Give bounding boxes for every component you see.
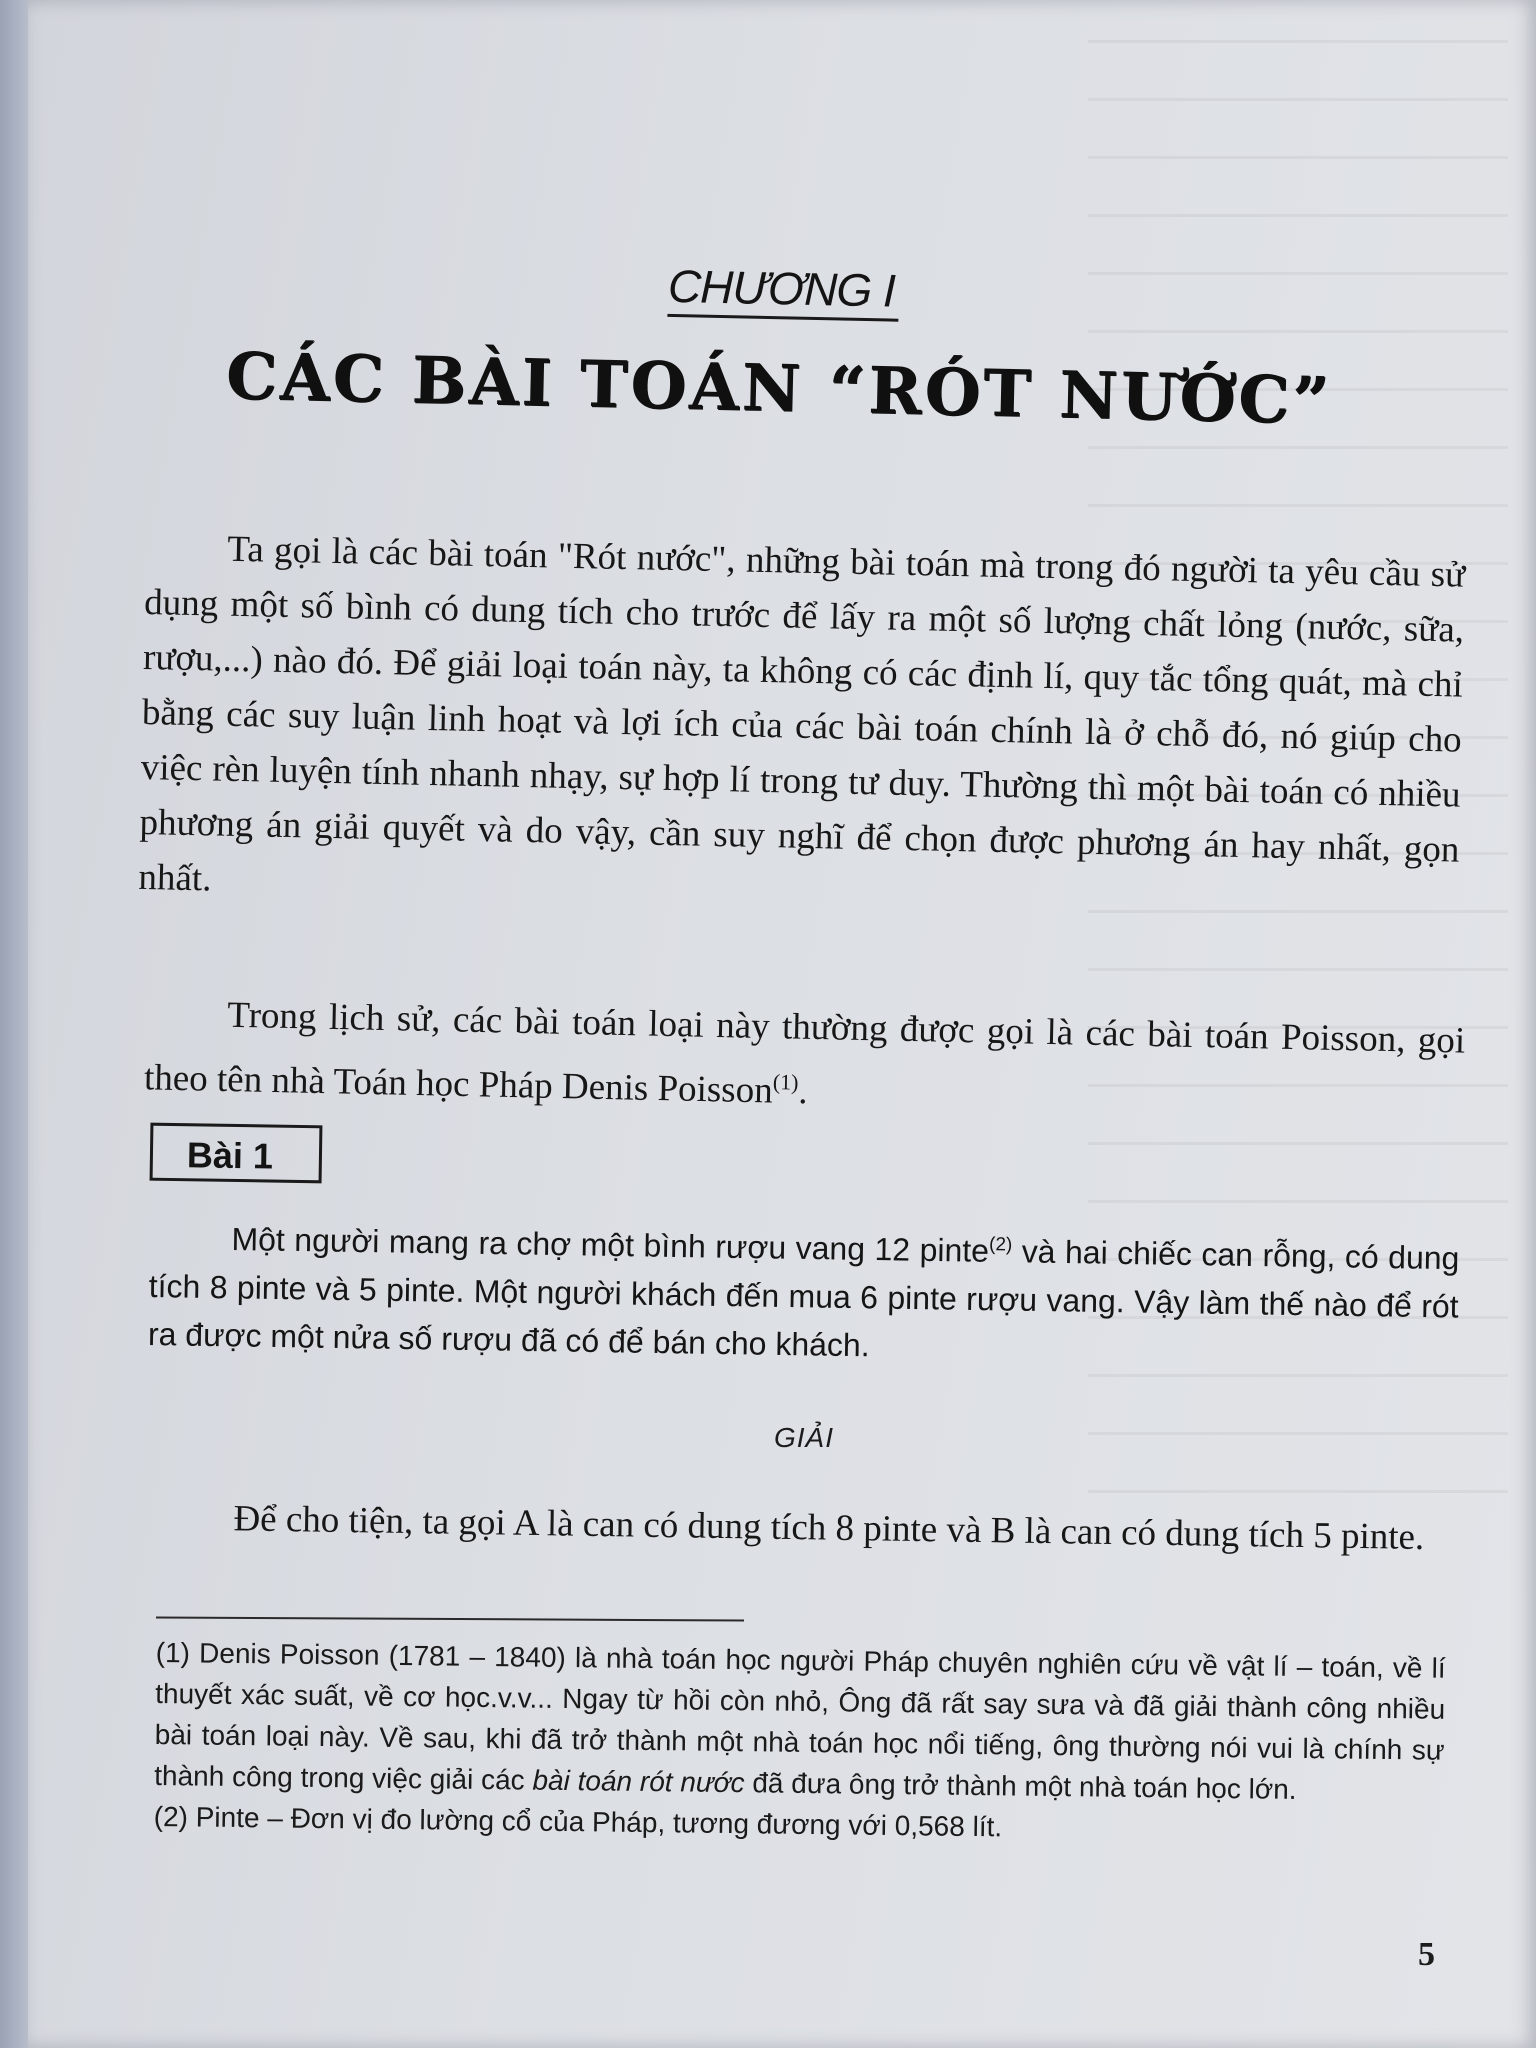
chapter-label-text: CHƯƠNG I xyxy=(667,260,899,322)
footnote-ref-1: (1) xyxy=(772,1069,799,1095)
footnote-1-text: (1) Denis Poisson (1781 – 1840) là nhà toán học người Pháp chuyên nghiên cứu về vật lí – toán, về lí thuyết xác suất, về cơ học.v.v... Ngay từ hồi còn nhỏ, Ông đã rất say sưa và đã giải thành công nhiều bài toán loại này. Về sau, khi đã trở thành một nhà toán học nổi tiếng, ông thường nói vui là chính sự thành công trong việc giải các xyxy=(154,1636,1446,1796)
footnote-ref-2: (2) xyxy=(988,1234,1013,1256)
page-number: 5 xyxy=(1418,1936,1435,1973)
book-page xyxy=(28,0,1536,2048)
problem-statement xyxy=(148,1208,1460,1378)
problem-text-1: Một người mang ra chợ một bình rượu vang 12 pinte xyxy=(231,1220,990,1269)
problem-label-box xyxy=(150,1123,323,1184)
footnote-1-end: đã đưa ông trở thành một nhà toán học lớn. xyxy=(744,1767,1297,1805)
book-spine-shadow xyxy=(0,0,28,2048)
solution-paragraph: Để cho tiện, ta gọi A là can có dung tích 8 pinte và B là can có dung tích 5 pinte. xyxy=(233,1498,1425,1558)
intro-paragraph-2-text: Trong lịch sử, các bài toán loại này thường được gọi là các bài toán Poisson, gọi theo tên nhà Toán học Pháp Denis Poisson xyxy=(143,994,1466,1112)
footnote-divider xyxy=(156,1616,744,1621)
intro-paragraph-1: Ta gọi là các bài toán "Rót nước", những bài toán mà trong đó người ta yêu cầu sử dụng một số bình có dung tích cho trước để lấy ra một số lượng chất lỏng (nước, sữa, rượu,...) nào đó. Để giải loại toán này, ta không có các định lí, quy tắc tổng quát, mà chỉ bằng các suy luận linh hoạt và lợi ích của các bài toán chính là ở chỗ đó, nó giúp cho việc rèn luyện tính nhanh nhạy, sự hợp lí trong tư duy. Thường thì một bài toán có nhiều phương án giải quyết và do vậy, cần suy nghĩ để chọn được phương án hay nhất, gọn nhất. xyxy=(138,528,1466,900)
footnote-1 xyxy=(154,1632,1446,1812)
footnotes xyxy=(153,1632,1445,1853)
problem-text-2: và hai chiếc can rỗng, có dung tích 8 pinte và 5 pinte. Một người khách đến mua 6 pinte rượu vang. Vậy làm thế nào để rót ra được một nửa số rượu đã có để bán cho khách. xyxy=(147,1233,1460,1363)
intro-paragraph-2-end: . xyxy=(797,1071,809,1113)
chapter-title: CÁC BÀI TOÁN “RÓT NƯỚC” xyxy=(225,338,1333,439)
problem-label: Bài 1 xyxy=(186,1134,274,1177)
footnote-2: (2) Pinte – Đơn vị đo lường cổ của Pháp, tương đương với 0,568 lít. xyxy=(153,1800,1003,1843)
footnote-1-italic: bài toán rót nước xyxy=(532,1764,745,1799)
solution-label: GIẢI xyxy=(774,1422,835,1453)
chapter-label xyxy=(667,259,968,319)
